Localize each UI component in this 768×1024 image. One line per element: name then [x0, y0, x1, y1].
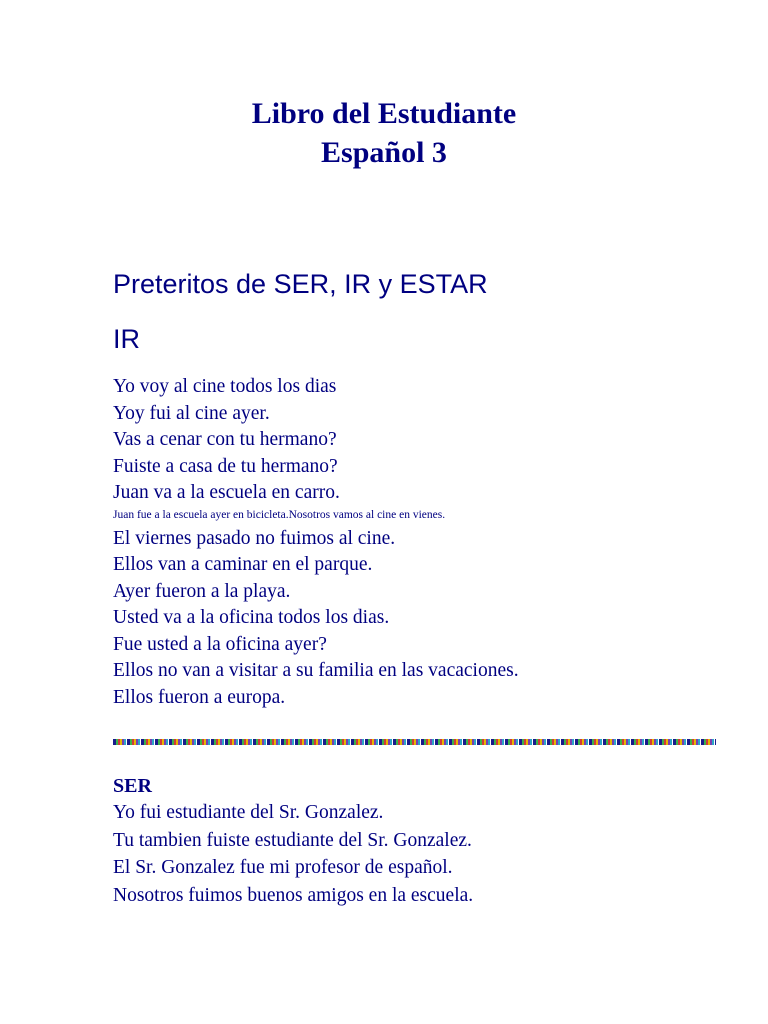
ir-sentence: Yoy fui al cine ayer.: [113, 402, 270, 424]
ir-sentence: Ayer fueron a la playa.: [113, 580, 291, 602]
ser-sentence-list: [113, 799, 473, 909]
ir-sentence: El viernes pasado no fuimos al cine.: [113, 527, 396, 549]
document-subtitle: Español 3: [321, 136, 447, 169]
ir-sentence: Yo voy al cine todos los dias: [113, 376, 337, 397]
decorative-divider: [113, 739, 716, 745]
ir-sentence: Ellos fueron a europa.: [113, 686, 286, 708]
ser-heading: SER: [113, 775, 152, 797]
ir-sentence-list: [113, 374, 519, 711]
ir-sentence: Usted va a la oficina todos los dias.: [113, 607, 390, 628]
ir-sentence-small: Juan fue a la escuela ayer en bicicleta.Nosotros vamos al cine en vienes.: [113, 508, 446, 521]
section-title: Preteritos de SER, IR y ESTAR: [113, 269, 488, 299]
ir-sentence: Fuiste a casa de tu hermano?: [113, 455, 338, 477]
ser-sentence: Tu tambien fuiste estudiante del Sr. Gonzalez.: [113, 829, 472, 851]
ir-sentence: Vas a cenar con tu hermano?: [113, 429, 337, 450]
ir-sentence: Ellos no van a visitar a su familia en las vacaciones.: [113, 660, 519, 681]
ir-sentence: Fue usted a la oficina ayer?: [113, 633, 327, 655]
ser-sentence: Nosotros fuimos buenos amigos en la escuela.: [113, 884, 474, 906]
ir-sentence: Juan va a la escuela en carro.: [113, 482, 340, 503]
document-title: Libro del Estudiante: [251, 97, 517, 130]
ser-sentence: Yo fui estudiante del Sr. Gonzalez.: [113, 802, 384, 823]
ser-sentence: El Sr. Gonzalez fue mi profesor de español.: [113, 857, 453, 878]
ir-heading: IR: [113, 324, 140, 354]
ir-sentence: Ellos van a caminar en el parque.: [113, 554, 373, 575]
